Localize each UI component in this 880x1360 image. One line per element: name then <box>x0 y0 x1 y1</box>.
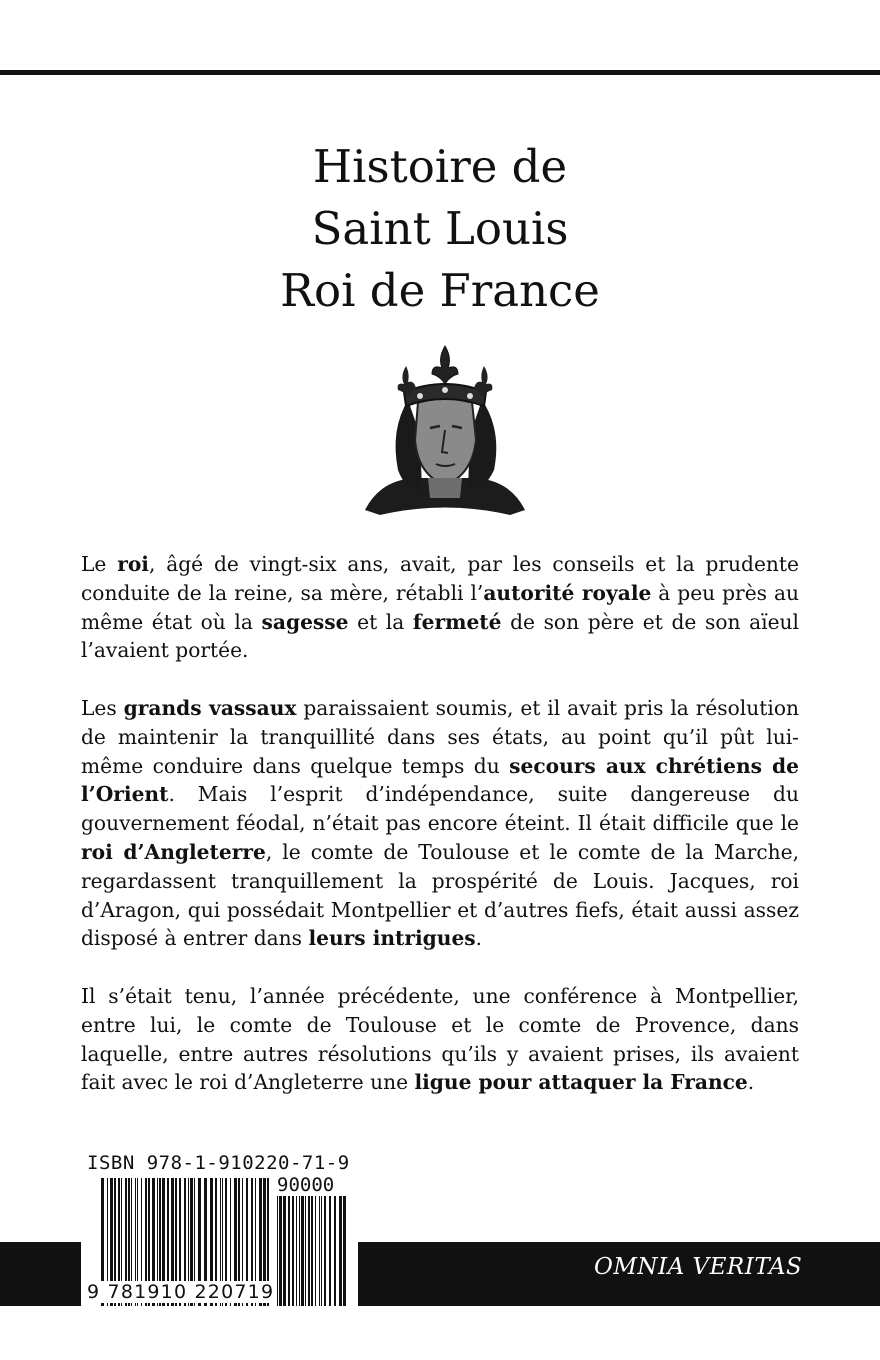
barcode-bar <box>343 1196 346 1306</box>
barcode-addon <box>277 1196 347 1306</box>
body-text-run: , âgé de vingt-six ans, avait, par les conseils et la prudente conduite de la reine, sa mère, rétabli l’ <box>81 552 799 605</box>
body-text-run: à peu près au même état où la <box>81 580 799 634</box>
title-line-2: Saint Louis <box>311 202 569 255</box>
emphasis-text: grands vassaux <box>123 695 297 720</box>
barcode-bar <box>301 1196 304 1306</box>
emphasis-text: fermeté <box>412 609 502 634</box>
body-text-run: et la <box>348 609 413 634</box>
barcode-bar <box>277 1196 278 1306</box>
top-rule <box>0 70 880 75</box>
barcode-bar <box>321 1196 322 1306</box>
barcode-bar <box>329 1196 331 1306</box>
barcode-bar <box>315 1196 316 1306</box>
barcode-bar <box>339 1196 342 1306</box>
barcode-bar <box>311 1196 313 1306</box>
blurb-paragraph <box>81 550 799 665</box>
body-text-run: Les <box>81 695 124 720</box>
barcode-bar <box>308 1196 310 1306</box>
isbn-barcode-block <box>81 1150 358 1310</box>
blurb-paragraph <box>81 694 799 953</box>
emphasis-text: roi d’Angleterre <box>81 839 266 864</box>
barcode-bar <box>334 1196 336 1306</box>
body-text-run: de son père et de son aïeul l’avaient portée. <box>81 609 799 663</box>
blurb-paragraph <box>81 982 799 1097</box>
crowned-king-portrait <box>360 340 530 520</box>
emphasis-text: leurs intrigues <box>308 926 476 951</box>
body-text-run: . Mais l’esprit d’indépendance, suite dangereuse du gouvernement féodal, n’était pas encore éteint. Il était difficile que le <box>81 782 799 836</box>
emphasis-text: secours aux chrétiens de l’Orient <box>81 753 799 807</box>
body-text-run: Il s’était tenu, l’année précédente, une conférence à Montpellier, entre lui, le comte de Toulouse et le comte de Provence, dans laquelle, entre autres résolutions qu’ils y avaient prises, ils avaient fait avec le roi d’Angleterre une <box>81 983 799 1095</box>
publisher-logo: OMNIA VERITAS <box>594 1254 803 1280</box>
title-line-3: Roi de France <box>280 264 600 317</box>
body-text-run: . <box>475 926 483 951</box>
barcode-bar <box>288 1196 290 1306</box>
body-text-run: Le <box>81 552 118 576</box>
emphasis-text: ligue pour attaquer la France <box>414 1070 748 1095</box>
back-cover-blurb <box>81 550 799 1126</box>
barcode-bar <box>296 1196 297 1306</box>
price-code: 90000 <box>277 1174 335 1196</box>
body-text-run: paraissaient soumis, et il avait pris la résolution de maintenir la tranquillité dans ses états, au point qu’il pût lui-même conduire dans quelque temps du <box>81 695 799 778</box>
barcode-bar <box>319 1196 320 1306</box>
title-line-1: Histoire de <box>312 140 568 193</box>
emphasis-text: autorité royale <box>483 580 652 605</box>
barcode-bar <box>324 1196 326 1306</box>
book-title <box>0 136 880 322</box>
barcode-bar <box>305 1196 306 1306</box>
emphasis-text: sagesse <box>261 609 349 634</box>
body-text-run: . <box>747 1070 755 1095</box>
barcode-digits: 9 781910 220719 <box>87 1281 275 1303</box>
isbn-label: ISBN 978-1-910220-71-9 <box>87 1152 350 1174</box>
barcode-bar <box>299 1196 300 1306</box>
body-text-run: , le comte de Toulouse et le comte de la Marche, regardassent tranquillement la prospérité de Louis. Jacques, roi d’Aragon, qui possédait Montpellier et d’autres fiefs, était aussi assez disposé à entrer dans <box>81 839 799 951</box>
barcode-bar <box>283 1196 286 1306</box>
barcode-bar <box>292 1196 294 1306</box>
emphasis-text: roi <box>117 552 149 576</box>
barcode-bar <box>279 1196 282 1306</box>
